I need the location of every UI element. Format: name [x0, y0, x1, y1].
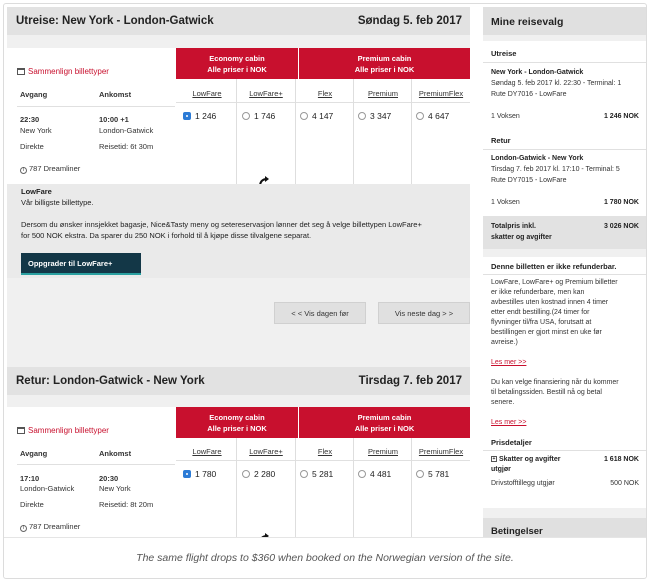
cabin-name: Economy cabin: [209, 412, 265, 422]
info-body-line-1: Dersom du ønsker innsjekket bagasje, Nice&Tasty meny og setereservasjon lønner det seg å velge billettypen LowFare+: [21, 220, 422, 229]
outbound-pax: 1 Voksen: [491, 113, 520, 120]
fare-price: 4 147: [312, 111, 334, 121]
divider: [176, 102, 470, 103]
return-compare-link[interactable]: [17, 426, 109, 435]
radio-icon[interactable]: [300, 112, 308, 120]
fare-tab-premiumflex[interactable]: PremiumFlex: [418, 89, 464, 98]
return-title: Retur: London-Gatwick - New York: [16, 375, 205, 387]
arrive-col-head: Ankomst: [99, 449, 132, 458]
premium-cabin-header: [299, 407, 470, 438]
cabin-name: Premium cabin: [357, 412, 412, 422]
divider: [295, 79, 296, 184]
compare-label: Sammenlign billettyper: [28, 67, 109, 76]
cabin-currency: Alle priser i NOK: [354, 423, 415, 433]
fare-option-lowfare[interactable]: [183, 469, 216, 479]
fare-option-flex[interactable]: [300, 469, 333, 479]
fare-tab-lowfare-plus[interactable]: LowFare+: [249, 447, 283, 456]
fare-option-premium[interactable]: [358, 469, 391, 479]
return-header: [7, 367, 470, 395]
refund-line: bestillingen er gjort minst en uke før: [491, 329, 602, 336]
fare-price: 5 281: [312, 469, 334, 479]
outbound-price: 1 246 NOK: [603, 113, 639, 120]
total-price: 3 026 NOK: [603, 223, 639, 230]
radio-selected-icon[interactable]: [183, 112, 191, 120]
cabin-currency: Alle priser i NOK: [207, 423, 267, 433]
cabin-currency: Alle priser i NOK: [207, 64, 267, 74]
return-date: Tirsdag 7. feb 2017: [358, 375, 462, 387]
info-subtitle: Vår billigste billettype.: [21, 198, 94, 207]
depart-city: New York: [20, 126, 52, 135]
fare-tab-lowfare-plus[interactable]: LowFare+: [249, 89, 283, 98]
image-caption: The same flight drops to $360 when booked on the Norwegian version of the site.: [4, 537, 646, 577]
fare-option-premium[interactable]: [358, 111, 391, 121]
cabin-name: Premium cabin: [357, 53, 412, 63]
depart-time: 22:30: [20, 115, 40, 124]
cabin-name: Economy cabin: [209, 53, 265, 63]
radio-icon[interactable]: [416, 112, 424, 120]
total-price-row: [483, 216, 647, 249]
aircraft-name: 787 Dreamliner: [29, 164, 81, 173]
divider: [176, 460, 470, 461]
info-body-line-2: for 500 NOK ekstra. Da sparer du 250 NOK i forhold til å kjøpe disse tilvalgene separat.: [21, 231, 312, 240]
taxes-toggle[interactable]: [491, 455, 560, 465]
compare-label: Sammenlign billettyper: [28, 426, 109, 435]
divider: [483, 450, 647, 451]
economy-cabin-header: [176, 48, 298, 79]
read-more-refund-link[interactable]: Les mer >>: [491, 359, 527, 366]
radio-icon[interactable]: [416, 470, 424, 478]
refund-heading: Denne billetten er ikke refunderbar.: [491, 262, 617, 271]
return-flight-card: [7, 407, 470, 541]
fare-tab-premium[interactable]: Premium: [367, 447, 398, 456]
expand-plus-icon: +: [492, 456, 496, 463]
fare-price: 4 481: [370, 469, 392, 479]
refund-line: LowFare, LowFare+ og Premium billetter: [491, 279, 618, 286]
divider: [353, 438, 354, 541]
fare-option-flex[interactable]: [300, 111, 333, 121]
total-label-2: skatter og avgifter: [491, 234, 552, 241]
divider: [295, 438, 296, 541]
fare-tab-flex[interactable]: Flex: [317, 447, 333, 456]
conditions-info-card: [483, 257, 647, 508]
return-detail-2: Rute DY7015 - LowFare: [491, 177, 567, 184]
info-icon: i: [20, 167, 27, 174]
outbound-route: New York - London-Gatwick: [491, 69, 584, 76]
radio-icon[interactable]: [242, 470, 250, 478]
fare-tab-premium[interactable]: Premium: [367, 89, 398, 98]
finance-line: Du kan velge finansiering når du kommer: [491, 379, 619, 386]
flight-selection-panel: [7, 7, 470, 541]
radio-icon[interactable]: [358, 470, 366, 478]
arrive-city: London-Gatwick: [99, 126, 154, 135]
return-price: 1 780 NOK: [603, 199, 639, 206]
divider: [17, 106, 175, 107]
info-title: LowFare: [21, 187, 52, 196]
fare-option-lowfare-plus[interactable]: [242, 469, 275, 479]
depart-time: 17:10: [20, 474, 40, 483]
divider: [483, 274, 647, 275]
fare-option-premiumflex[interactable]: [416, 469, 449, 479]
radio-icon[interactable]: [358, 112, 366, 120]
selection-summary-card: [483, 41, 647, 216]
outbound-detail-2: Rute DY7016 - LowFare: [491, 91, 567, 98]
return-detail-1: Tirsdag 7. feb 2017 kl. 17:10 - Terminal: 5: [491, 166, 620, 173]
divider: [236, 79, 237, 184]
fare-price: 1 780: [195, 469, 217, 479]
info-icon: i: [20, 525, 27, 532]
divider: [411, 438, 412, 541]
aircraft-info[interactable]: [20, 164, 80, 174]
divider: [411, 79, 412, 184]
price-details-heading: Prisdetaljer: [491, 438, 532, 447]
table-icon: [17, 68, 25, 75]
return-route: London-Gatwick - New York: [491, 155, 584, 162]
divider: [17, 464, 175, 465]
fare-option-premiumflex[interactable]: [416, 111, 449, 121]
screenshot-frame: [3, 3, 647, 579]
taxes-label: Skatter og avgifter: [499, 456, 561, 463]
taxes-value: 1 618 NOK: [603, 456, 639, 463]
fare-price: 3 347: [370, 111, 392, 121]
fare-tab-premiumflex[interactable]: PremiumFlex: [418, 447, 464, 456]
trip-summary-sidebar: [483, 7, 647, 541]
outbound-title: Utreise: New York - London-Gatwick: [16, 15, 214, 27]
arrive-city: New York: [99, 484, 131, 493]
read-more-finance-link[interactable]: Les mer >>: [491, 419, 527, 426]
depart-city: London-Gatwick: [20, 484, 75, 493]
refund-line: etter endt bestilling.(24 timer for: [491, 309, 590, 316]
finance-line: til betalingssiden. Bestill nå og betal: [491, 389, 602, 396]
depart-col-head: Avgang: [20, 449, 48, 458]
refund-line: flyvninger til/fra USA, forutsatt at: [491, 319, 592, 326]
return-heading: Retur: [491, 136, 511, 145]
arrive-col-head: Ankomst: [99, 90, 132, 99]
divider: [483, 62, 647, 63]
return-pax: 1 Voksen: [491, 199, 520, 206]
duration-label: Reisetid: 8t 20m: [99, 500, 154, 509]
depart-col-head: Avgang: [20, 90, 48, 99]
outbound-header: [7, 7, 470, 35]
divider: [483, 149, 647, 150]
outbound-heading: Utreise: [491, 49, 517, 58]
outbound-compare-link[interactable]: [17, 67, 109, 76]
duration-label: Reisetid: 6t 30m: [99, 142, 154, 151]
conditions-heading[interactable]: Betingelser: [483, 518, 647, 541]
fare-price: 2 280: [254, 469, 276, 479]
upgrade-button[interactable]: Oppgrader til LowFare+: [21, 253, 141, 275]
premium-cabin-header: [299, 48, 470, 79]
fuel-label: Drivstofftillegg utgjør: [491, 480, 555, 487]
next-day-button[interactable]: Vis neste dag > >: [378, 302, 470, 324]
arrive-time: 20:30: [99, 474, 119, 483]
outbound-flight-card: [7, 48, 470, 184]
finance-line: senere.: [491, 399, 515, 406]
aircraft-info[interactable]: [20, 522, 80, 532]
fuel-value: 500 NOK: [610, 480, 639, 487]
radio-icon[interactable]: [242, 112, 250, 120]
table-icon: [17, 427, 25, 434]
divider: [353, 79, 354, 184]
fare-price: 1 246: [195, 111, 217, 121]
taxes-label-2: utgjør: [491, 466, 511, 473]
sidebar-title: Mine reisevalg: [483, 7, 647, 35]
refund-line: avreise.): [491, 339, 518, 346]
stops-label: Direkte: [20, 500, 44, 509]
stops-label: Direkte: [20, 142, 44, 151]
total-label-1: Totalpris inkl.: [491, 223, 536, 230]
fare-price: 4 647: [428, 111, 450, 121]
prev-day-button[interactable]: < < Vis dagen før: [274, 302, 366, 324]
fare-price: 5 781: [428, 469, 450, 479]
fare-tab-lowfare[interactable]: LowFare: [192, 89, 222, 98]
refund-line: er ikke refunderbare, men kan: [491, 289, 585, 296]
outbound-detail-1: Søndag 5. feb 2017 kl. 22:30 - Terminal: 1: [491, 80, 622, 87]
radio-icon[interactable]: [300, 470, 308, 478]
fare-option-lowfare-plus[interactable]: [242, 111, 275, 121]
arrive-time: 10:00 +1: [99, 115, 129, 124]
fare-option-lowfare[interactable]: [183, 111, 216, 121]
fare-info-box: [7, 184, 470, 278]
economy-cabin-header: [176, 407, 298, 438]
cabin-currency: Alle priser i NOK: [354, 64, 415, 74]
fare-price: 1 746: [254, 111, 276, 121]
refund-line: avbestilles uten kostnad innen 4 timer: [491, 299, 609, 306]
fare-tab-lowfare[interactable]: LowFare: [192, 447, 222, 456]
outbound-date: Søndag 5. feb 2017: [357, 15, 462, 27]
fare-tab-flex[interactable]: Flex: [317, 89, 333, 98]
divider: [236, 438, 237, 541]
aircraft-name: 787 Dreamliner: [29, 522, 81, 531]
radio-selected-icon[interactable]: [183, 470, 191, 478]
